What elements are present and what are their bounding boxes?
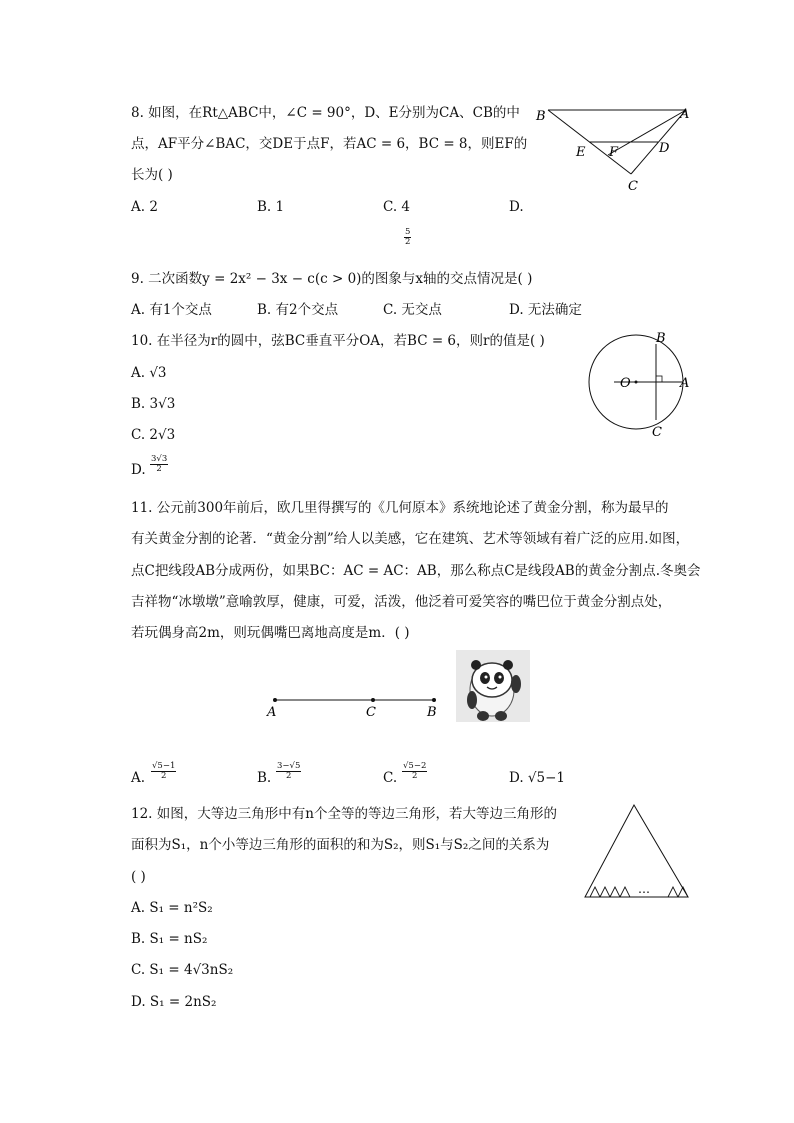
q11-option-b-denominator: 2 [285, 771, 292, 781]
q10-label-b: B [656, 331, 666, 346]
q8-option-c: C. 4 [383, 199, 411, 215]
q8-label-e: E [576, 145, 586, 160]
q8-line-3: 长为( ) [131, 167, 173, 183]
q11-line-4: 吉祥物“冰墩墩”意喻敦厚，健康，可爱，活泼，他泛着可爱笑容的嘴巴位于黄金分割点处， [131, 594, 672, 610]
q12-option-c: C. S₁ = 4√3nS₂ [131, 962, 234, 978]
q11-option-c-denominator: 2 [411, 771, 418, 781]
q11-line-1: 11. 公元前300年前后，欧几里得撰写的《几何原本》系统地论述了黄金分割，称为最早的 [131, 500, 669, 516]
q11-option-c-numerator: √5−2 [403, 761, 427, 771]
q10-circle-figure [582, 328, 702, 443]
q8-line-2: 点，AF平分∠BAC，交DE于点F，若AC = 6，BC = 8，则EF的 [131, 136, 528, 152]
q8-option-a: A. 2 [131, 199, 158, 215]
q11-label-a: A [267, 705, 277, 720]
q11-option-a-numerator: √5−1 [152, 761, 176, 771]
q11-label-b: B [427, 705, 437, 720]
q12-ellipsis: … [638, 882, 650, 896]
mascot-image [456, 650, 530, 722]
q11-option-c-fraction [402, 762, 427, 781]
q8-option-d-fraction [404, 228, 411, 247]
q9-option-d: D. 无法确定 [509, 302, 582, 318]
q10-option-d: D. [131, 462, 146, 478]
q10-option-d-numerator: 3√3 [151, 454, 168, 464]
q10-option-d-denominator: 2 [156, 464, 162, 474]
q11-option-c: C. [383, 770, 398, 786]
q10-option-d-fraction [150, 455, 168, 474]
q8-label-c: C [628, 179, 638, 194]
q11-label-c: C [366, 705, 376, 720]
q12-triangle-figure [580, 800, 695, 902]
q8-label-a: A [680, 107, 690, 122]
q10-line-1: 10. 在半径为r的圆中，弦BC垂直平分OA，若BC = 6，则r的值是( ) [131, 333, 545, 349]
q8-triangle-figure [530, 100, 705, 195]
q12-option-d: D. S₁ = 2nS₂ [131, 994, 217, 1010]
q8-label-d: D [659, 141, 670, 156]
q12-line-1: 12. 如图，大等边三角形中有n个全等的等边三角形，若大等边三角形的 [131, 806, 557, 822]
q11-option-a: A. [131, 770, 146, 786]
q9-option-b: B. 有2个交点 [257, 302, 339, 318]
q10-label-a: A [680, 376, 690, 391]
q10-option-a: A. √3 [131, 365, 167, 381]
q8-option-d-numerator: 5 [405, 227, 411, 237]
q11-option-a-denominator: 2 [160, 771, 167, 781]
q8-label-f: F [609, 145, 619, 160]
q11-option-b-fraction [276, 762, 301, 781]
q10-option-c: C. 2√3 [131, 427, 176, 443]
q10-option-b: B. 3√3 [131, 396, 176, 412]
q9-option-c: C. 无交点 [383, 302, 442, 318]
q11-line-2: 有关黄金分割的论著．“黄金分割”给人以美感，它在建筑、艺术等领域有着广泛的应用.如图， [131, 531, 690, 547]
q11-option-d: D. √5−1 [509, 770, 566, 786]
q12-line-3: ( ) [131, 869, 146, 885]
q12-line-2: 面积为S₁，n个小等边三角形的面积的和为S₂，则S₁与S₂之间的关系为 [131, 837, 550, 853]
q8-option-d: D. [509, 199, 524, 215]
q8-option-d-denominator: 2 [405, 237, 411, 247]
q8-option-b: B. 1 [257, 199, 285, 215]
q8-label-b: B [536, 109, 546, 124]
q11-segment-figure [262, 690, 442, 720]
q11-option-b: B. [257, 770, 272, 786]
q10-label-o: O [620, 376, 631, 391]
q12-option-a: A. S₁ = n²S₂ [131, 900, 213, 916]
q11-option-b-numerator: 3−√5 [277, 761, 301, 771]
q9-option-a: A. 有1个交点 [131, 302, 212, 318]
q11-line-3: 点C把线段AB分成两份，如果BC：AC = AC：AB，那么称点C是线段AB的黄金分割点.冬奥会 [131, 563, 701, 579]
q11-option-a-fraction [151, 762, 176, 781]
q8-line-1: 8. 如图，在Rt△ABC中，∠C = 90°，D、E分别为CA、CB的中 [131, 105, 520, 121]
q11-line-5: 若玩偶身高2m，则玩偶嘴巴离地高度是m．( ) [131, 625, 410, 641]
q10-label-c: C [652, 425, 662, 440]
q9-line-1: 9. 二次函数y = 2x² − 3x − c(c > 0)的图象与x轴的交点情况是( ) [131, 271, 533, 287]
q12-option-b: B. S₁ = nS₂ [131, 931, 208, 947]
